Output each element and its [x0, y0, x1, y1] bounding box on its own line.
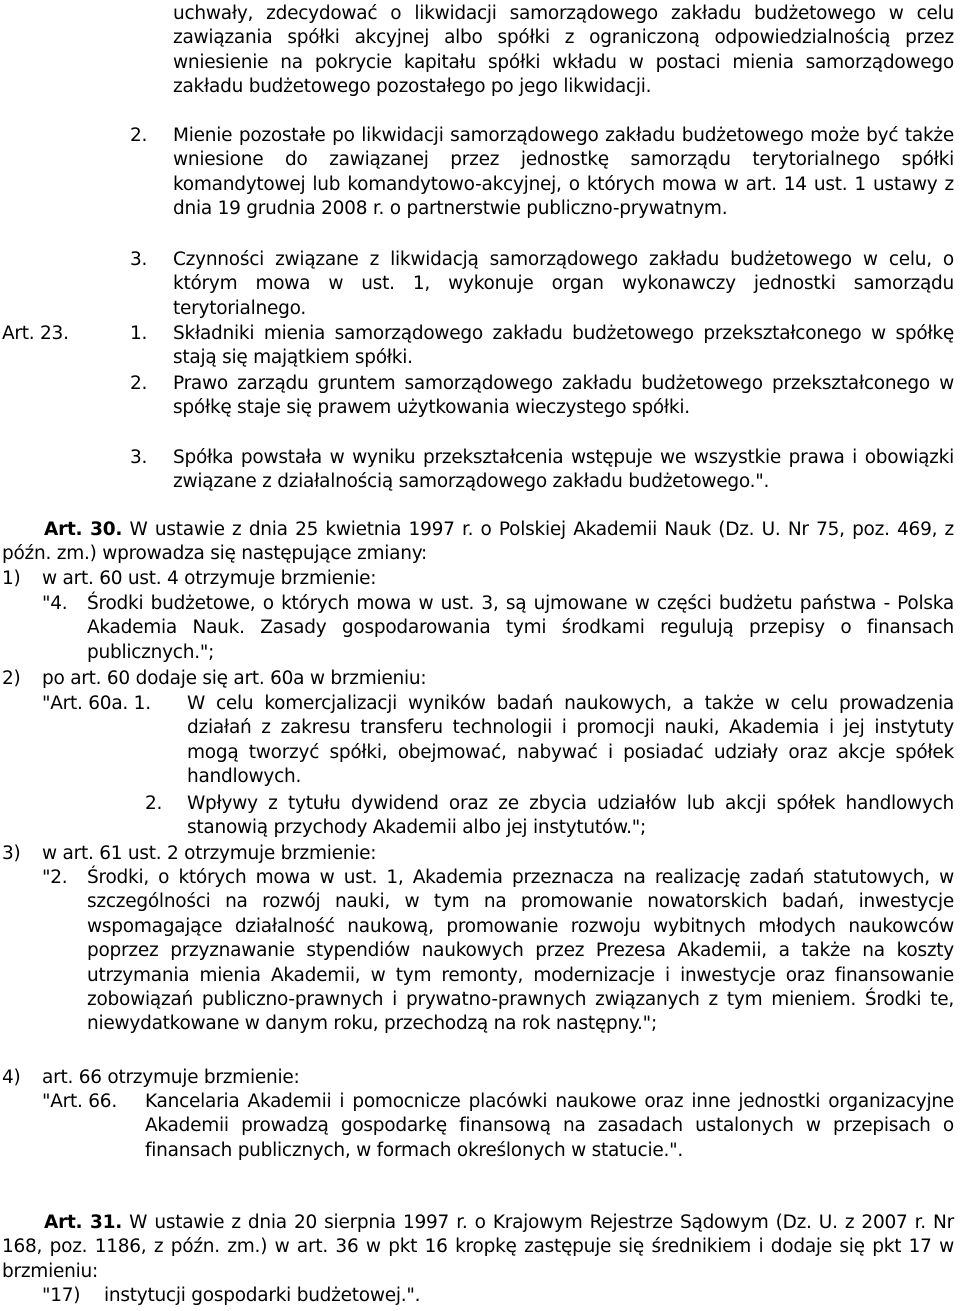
article-30-intro — [2, 518, 954, 567]
paragraph-text: Składniki mienia samorządowego zakładu budżetowego przekształconego w spółkę stają się majątkiem spółki. — [173, 323, 954, 369]
quote-label: "2. — [42, 867, 68, 888]
paragraph-text: Mienie pozostałe po likwidacji samorządowego zakładu budżetowego może być także wniesione do zawiązanej przez jednostkę samorządu terytorialnego spółki komandytowej lub komandytowo-akcyjnej, o których mowa w art. 14 ust. 1 ustawy z dnia 19 grudnia 2008 r. o partnerstwie publiczno-prywatnym. — [173, 125, 954, 220]
item-number: 3) — [2, 843, 21, 864]
quote-text: Wpływy z tytułu dywidend oraz ze zbycia udziałów lub akcji spółek handlowych stanowią przychody Akademii albo jej instytutów."; — [187, 793, 954, 839]
paragraph-text: Czynności związane z likwidacją samorządowego zakładu budżetowego w celu, o którym mowa w ust. 1, wykonuje organ wykonawczy jednostki samorządu terytorialnego. — [173, 249, 954, 319]
quote-label: "4. — [42, 593, 68, 614]
paragraph-number: 2. — [130, 373, 148, 394]
paragraph-text: Prawo zarządu gruntem samorządowego zakładu budżetowego przekształconego w spółkę staje się prawem użytkowania wieczystego spółki. — [173, 373, 954, 419]
quote-label: "Art. 60a. 1. — [42, 693, 151, 714]
paragraph-continuation: uchwały, zdecydować o likwidacji samorządowego zakładu budżetowego w celu zawiązania spółki akcyjnej albo spółki z ograniczoną odpowiedzialnością przez wniesienie na pokrycie kapitału spółki wkładu w postaci mienia samorządowego zakładu budżetowego pozostałego po jego likwidacji. — [173, 3, 954, 98]
article-intro-text: W ustawie z dnia 20 sierpnia 1997 r. o Krajowym Rejestrze Sądowym (Dz. U. z 2007 r. Nr 168, poz. 1186, z późn. zm.) w art. 36 w pkt 16 kropkę zastępuje się średnikiem i dodaje się pkt 17 w brzmieniu: — [2, 1212, 955, 1282]
article-intro-text: W ustawie z dnia 25 kwietnia 1997 r. o Polskiej Akademii Nauk (Dz. U. Nr 75, poz. 469, z późn. zm.) wprowadza się następujące zmiany: — [2, 519, 954, 565]
article-label: Art. 30. — [44, 519, 123, 540]
paragraph-number: 3. — [130, 447, 148, 468]
paragraph-number: 2. — [130, 125, 148, 146]
paragraph-text: Spółka powstała w wyniku przekształcenia wstępuje we wszystkie prawa i obowiązki związane z działalnością samorządowego zakładu budżetowego.". — [173, 447, 954, 493]
item-number: "17) — [42, 1285, 81, 1306]
item-number: 2) — [2, 668, 21, 689]
item-number: 4) — [2, 1067, 21, 1088]
paragraph-number: 2. — [145, 793, 163, 814]
quote-text: Środki, o których mowa w ust. 1, Akademia przeznacza na realizację zadań statutowych, w szczególności na rozwój nauki, w tym na promowanie nowatorskich badań, inwestycje wspomagające działalność naukową, promowanie rozwoju wybitnych młodych naukowców poprzez przyznawanie stypendiów naukowych przez Prezesa Akademii, a także na koszty utrzymania mienia Akademii, w tym remonty, modernizacje i inwestycje oraz finansowanie zobowiązań publiczno-prawnych i prywatno-prawnych związanych z tym mieniem. Środki te, niewydatkowane w danym roku, przechodzą na rok następny."; — [87, 867, 954, 1035]
article-31-intro — [2, 1211, 954, 1284]
article-label: Art. 23. — [2, 323, 69, 344]
quote-text: Kancelaria Akademii i pomocnicze placówki naukowe oraz inne jednostki organizacyjne Akademii prowadzą gospodarkę finansową na zasadach ustalonych w przepisach o finansach publicznych, w formach określonych w statucie.". — [145, 1091, 954, 1161]
article-label: Art. 31. — [44, 1212, 123, 1233]
item-text: w art. 60 ust. 4 otrzymuje brzmienie: — [42, 568, 377, 589]
paragraph-number: 3. — [130, 249, 148, 270]
quote-label: "Art. 66. — [42, 1091, 117, 1112]
item-text: art. 66 otrzymuje brzmienie: — [42, 1067, 300, 1088]
quote-block — [42, 866, 954, 1037]
paragraph-number: 1. — [130, 323, 148, 344]
item-number: 1) — [2, 568, 21, 589]
item-text: po art. 60 dodaje się art. 60a w brzmieniu: — [42, 668, 427, 689]
item-text: instytucji gospodarki budżetowej.". — [104, 1285, 421, 1306]
item-text: w art. 61 ust. 2 otrzymuje brzmienie: — [42, 843, 377, 864]
quote-text: Środki budżetowe, o których mowa w ust. 3, są ujmowane w części budżetu państwa - Polska Akademia Nauk. Zasady gospodarowania tymi środkami regulują przepisy o finansach publicznych."; — [87, 593, 954, 663]
quote-text: W celu komercjalizacji wyników badań naukowych, a także w celu prowadzenia działań z zakresu transferu technologii i promocji nauki, Akademia i jej instytuty mogą tworzyć spółki, obejmować, nabywać i posiadać udziały oraz akcje spółek handlowych. — [187, 693, 954, 788]
